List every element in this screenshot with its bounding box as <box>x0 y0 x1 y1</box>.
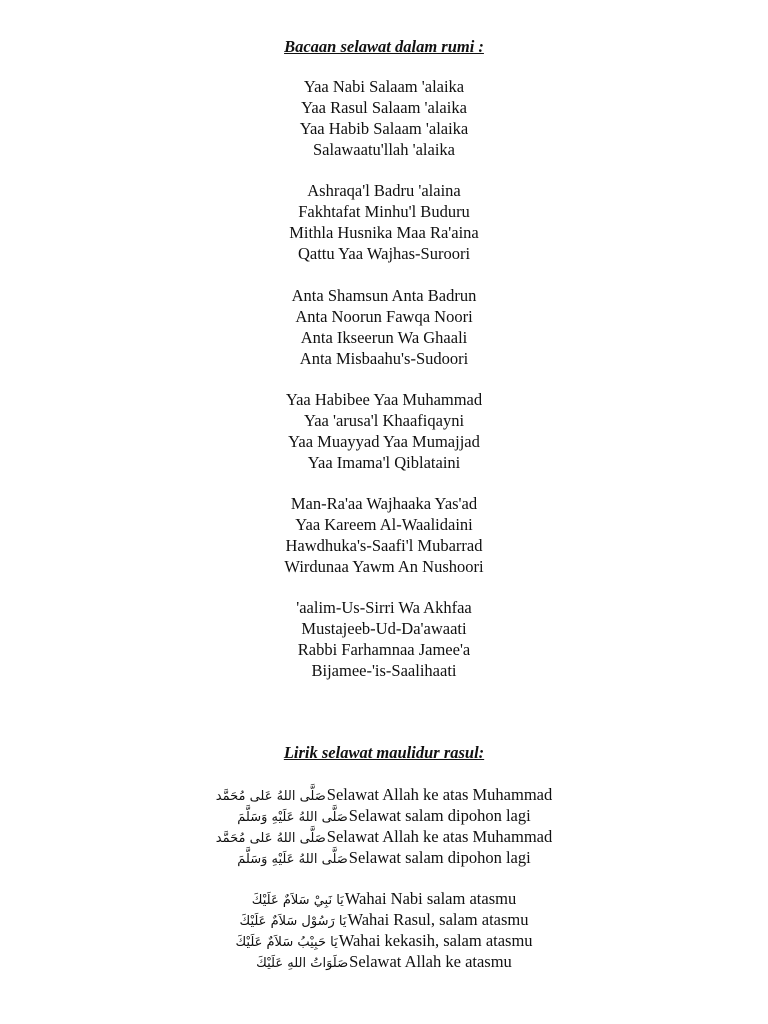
lyric-line: Yaa Muayyad Yaa Mumajjad <box>288 432 480 451</box>
lyric-line: Anta Misbaahu's-Sudoori <box>299 349 469 368</box>
translation-text: Wahai Nabi salam atasmu <box>344 889 517 908</box>
lyric-line <box>0 805 768 826</box>
lyric-line: Anta Ikseerun Wa Ghaali <box>300 328 468 347</box>
arabic-text: صَلَوَاتُ اللهِ عَلَيْكَ <box>256 956 349 971</box>
translation-text: Selawat Allah ke atas Muhammad <box>326 785 553 804</box>
rumi-stanza-4 <box>0 389 768 473</box>
arabic-text: صَلَّى اللهُ عَلى مُحَمَّد <box>215 789 326 804</box>
lyric-line: Fakhtafat Minhu'l Buduru <box>298 202 470 221</box>
lyric-line: Anta Noorun Fawqa Noori <box>295 307 473 326</box>
lirik-heading: Lirik selawat maulidur rasul: <box>283 743 485 762</box>
lyric-line: Hawdhuka's-Saafi'l Mubarrad <box>285 536 483 555</box>
lyric-line: Yaa 'arusa'l Khaafiqayni <box>303 411 465 430</box>
arabic-text: صَلَّى اللهُ عَلى مُحَمَّد <box>215 831 326 846</box>
lirik-stanza-2 <box>0 888 768 972</box>
translation-text: Selawat salam dipohon lagi <box>348 806 531 825</box>
lyric-line: Yaa Habib Salaam 'alaika <box>299 119 469 138</box>
lyric-line: Wirdunaa Yawm An Nushoori <box>284 557 484 576</box>
lirik-stanza-1 <box>0 784 768 868</box>
lyric-line: Anta Shamsun Anta Badrun <box>291 286 477 305</box>
rumi-stanza-3 <box>0 285 768 369</box>
lyric-line: Salawaatu'llah 'alaika <box>312 140 455 159</box>
lyric-line <box>0 847 768 868</box>
lyric-line: Yaa Nabi Salaam 'alaika <box>303 77 465 96</box>
arabic-text: يَا نَبِيْ سَلاَمٌ عَلَيْكَ <box>251 893 344 908</box>
rumi-stanza-6 <box>0 597 768 681</box>
lyric-line <box>0 951 768 972</box>
rumi-stanza-1 <box>0 76 768 160</box>
lyric-line <box>0 888 768 909</box>
lyric-line <box>0 826 768 847</box>
rumi-stanza-2 <box>0 180 768 264</box>
lyric-line: Yaa Kareem Al-Waalidaini <box>295 515 473 534</box>
lyric-line: Man-Ra'aa Wajhaaka Yas'ad <box>290 494 478 513</box>
lyric-line: 'aalim-Us-Sirri Wa Akhfaa <box>296 598 472 617</box>
lyric-line: Rabbi Farhamnaa Jamee'a <box>297 640 471 659</box>
translation-text: Wahai Rasul, salam atasmu <box>347 910 529 929</box>
lyric-line: Mithla Husnika Maa Ra'aina <box>289 223 479 242</box>
translation-text: Selawat salam dipohon lagi <box>348 848 531 867</box>
translation-text: Selawat Allah ke atas Muhammad <box>326 827 553 846</box>
lyric-line <box>0 909 768 930</box>
rumi-heading: Bacaan selawat dalam rumi : <box>284 37 484 56</box>
translation-text: Selawat Allah ke atasmu <box>349 952 512 971</box>
translation-text: Wahai kekasih, salam atasmu <box>338 931 533 950</box>
arabic-text: صَلَّى اللهُ عَلَيْهِ وَسَلَّمَ <box>237 810 348 825</box>
lyric-line: Ashraqa'l Badru 'alaina <box>307 181 461 200</box>
lyric-line: Yaa Rasul Salaam 'alaika <box>301 98 467 117</box>
arabic-text: صَلَّى اللهُ عَلَيْهِ وَسَلَّمَ <box>237 852 348 867</box>
lyric-line: Bijamee-'is-Saalihaati <box>311 661 457 680</box>
lyric-line <box>0 930 768 951</box>
lyric-line <box>0 784 768 805</box>
arabic-text: يَا حَبِيْبُ سَلاَمٌ عَلَيْكَ <box>235 935 338 950</box>
lyric-line: Qattu Yaa Wajhas-Suroori <box>297 244 471 263</box>
lyric-line: Yaa Habibee Yaa Muhammad <box>285 390 483 409</box>
lyric-line: Yaa Imama'l Qiblataini <box>307 453 461 472</box>
arabic-text: يَا رَسُوْل سَلاَمٌ عَلَيْكَ <box>239 914 347 929</box>
rumi-stanza-5 <box>0 493 768 577</box>
lyric-line: Mustajeeb-Ud-Da'awaati <box>301 619 467 638</box>
